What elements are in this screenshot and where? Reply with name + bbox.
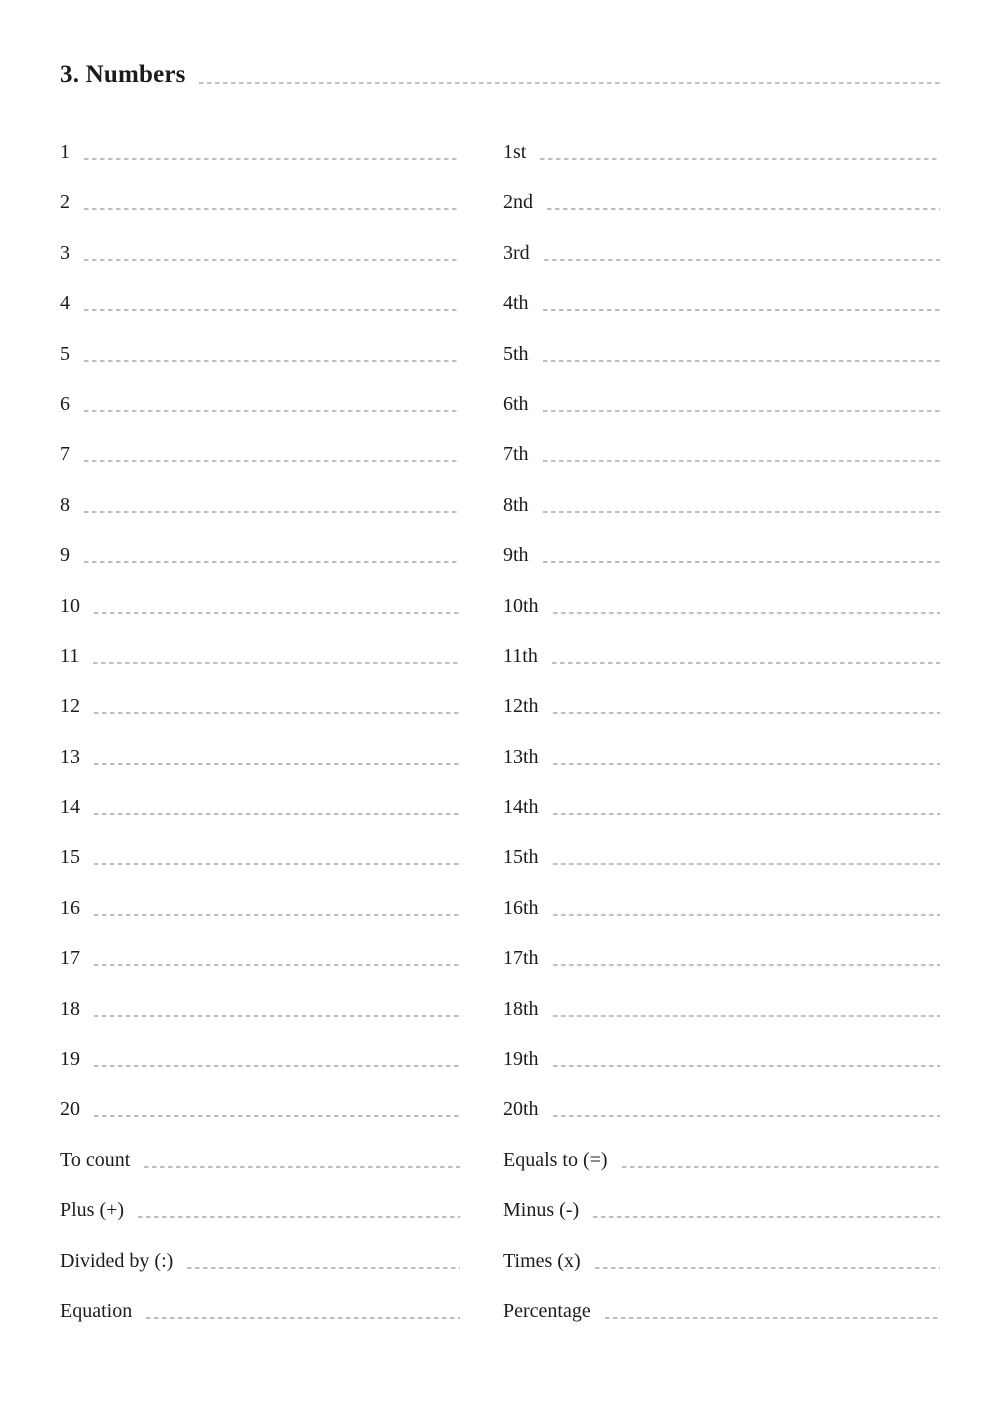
entry-label: 14 [60,796,80,819]
writing-line [553,813,940,815]
worksheet-row [503,1084,940,1134]
writing-line [94,964,460,966]
writing-line [94,1015,460,1017]
worksheet-row [60,480,460,530]
entry-label: 13 [60,745,80,768]
worksheet-row [60,832,460,882]
writing-line [94,1065,460,1067]
worksheet-row [60,732,460,782]
worksheet-row [60,329,460,379]
writing-line [552,662,940,664]
entry-label: 15 [60,846,80,869]
entry-label: 6 [60,392,70,415]
writing-line [622,1166,940,1168]
writing-line [543,410,940,412]
entry-label: 4th [503,292,529,315]
writing-line [94,712,460,714]
worksheet-row [503,429,940,479]
entry-label: Divided by (:) [60,1249,174,1272]
worksheet-row [503,581,940,631]
writing-line [94,863,460,865]
writing-line [553,712,940,714]
entry-label: Equals to (=) [503,1148,608,1171]
worksheet-row [60,1135,460,1185]
entry-label: 18th [503,997,539,1020]
worksheet-row [503,883,940,933]
worksheet-row [503,1185,940,1235]
entry-label: 7 [60,443,70,466]
entry-label: 20 [60,1098,80,1121]
entry-label: 1 [60,141,70,163]
writing-line [84,309,460,311]
writing-line [94,612,460,614]
writing-line [543,360,940,362]
writing-line [138,1216,460,1218]
entry-label: 11 [60,644,80,667]
worksheet-row [60,177,460,227]
entry-label: Minus (-) [503,1199,580,1222]
entry-label: 5 [60,342,70,365]
entry-label: 3 [60,241,70,264]
entry-label: Percentage [503,1299,591,1322]
writing-line [84,360,460,362]
worksheet-row [60,681,460,731]
entry-label: Equation [60,1299,133,1322]
writing-line [553,1015,940,1017]
writing-line [605,1317,940,1319]
worksheet-row [60,379,460,429]
worksheet-row [503,278,940,328]
entry-label: 14th [503,796,539,819]
writing-line [553,1065,940,1067]
worksheet-row [60,1034,460,1084]
entry-label: 19th [503,1048,539,1071]
worksheet-row [60,782,460,832]
entry-label: 10th [503,594,539,617]
entry-label: 9th [503,544,529,567]
entry-label: 11th [503,644,538,667]
entry-label: Times (x) [503,1249,581,1272]
writing-line [84,561,460,563]
worksheet-row [503,732,940,782]
worksheet-row [503,782,940,832]
worksheet-row [503,832,940,882]
worksheet-row [503,984,940,1034]
writing-line [543,460,940,462]
writing-line [543,309,940,311]
worksheet-row [503,530,940,580]
writing-line [84,158,460,160]
worksheet-row [60,1286,460,1336]
writing-line [146,1317,460,1319]
entry-label: 2 [60,191,70,214]
worksheet-row [60,127,460,177]
writing-line [593,1216,940,1218]
worksheet-row [60,228,460,278]
entry-label: 8 [60,493,70,516]
writing-line [84,259,460,261]
entry-label: 16th [503,896,539,919]
worksheet-row [503,933,940,983]
writing-line [553,1115,940,1117]
worksheet-row [60,1185,460,1235]
writing-line [553,863,940,865]
worksheet-row [60,429,460,479]
worksheet-row [60,1084,460,1134]
worksheet-row [503,1286,940,1336]
writing-line [94,813,460,815]
entry-label: 18 [60,997,80,1020]
worksheet-row [60,984,460,1034]
writing-line [94,914,460,916]
writing-line [553,964,940,966]
writing-line [543,561,940,563]
entry-label: 10 [60,594,80,617]
writing-line [543,511,940,513]
writing-line [84,208,460,210]
writing-line [187,1267,460,1269]
worksheet-row [503,177,940,227]
writing-line [553,914,940,916]
writing-line [544,259,940,261]
worksheet-row [503,228,940,278]
entry-label: 1st [503,141,527,163]
entry-label: 6th [503,392,529,415]
entry-label: 5th [503,342,529,365]
worksheet-row [503,631,940,681]
worksheet-row [60,933,460,983]
entry-label: 3rd [503,241,530,264]
entry-label: 2nd [503,191,533,214]
writing-line [540,158,940,160]
entry-label: 12 [60,695,80,718]
entry-label: 17th [503,947,539,970]
worksheet-row [60,631,460,681]
entry-label: 12th [503,695,539,718]
worksheet-row [503,480,940,530]
title-writing-line [199,82,940,84]
worksheet-row [60,581,460,631]
entry-label: To count [60,1148,131,1171]
worksheet-row [503,127,940,177]
left-column [60,127,460,1336]
worksheet-row [503,1236,940,1286]
worksheet-row [503,329,940,379]
entry-label: 8th [503,493,529,516]
entry-label: 15th [503,846,539,869]
entry-label: 4 [60,292,70,315]
worksheet-row [60,530,460,580]
writing-line [547,208,940,210]
entry-label: 20th [503,1098,539,1121]
worksheet-row [503,1135,940,1185]
worksheet-grid [60,127,940,1336]
writing-line [94,1115,460,1117]
writing-line [94,763,460,765]
entry-label: 19 [60,1048,80,1071]
writing-line [84,460,460,462]
entry-label: 16 [60,896,80,919]
worksheet-row [503,681,940,731]
page-title: 3. Numbers [60,61,186,88]
writing-line [553,763,940,765]
worksheet-row [60,278,460,328]
entry-label: 7th [503,443,529,466]
right-column [503,127,940,1336]
entry-label: 13th [503,745,539,768]
worksheet-row [60,883,460,933]
worksheet-row [60,1236,460,1286]
writing-line [595,1267,940,1269]
entry-label: Plus (+) [60,1199,125,1222]
entry-label: 17 [60,947,80,970]
writing-line [84,410,460,412]
worksheet-row [503,379,940,429]
title-row [60,62,940,87]
entry-label: 9 [60,544,70,567]
writing-line [553,612,940,614]
writing-line [93,662,460,664]
writing-line [144,1166,460,1168]
writing-line [84,511,460,513]
worksheet-row [503,1034,940,1084]
